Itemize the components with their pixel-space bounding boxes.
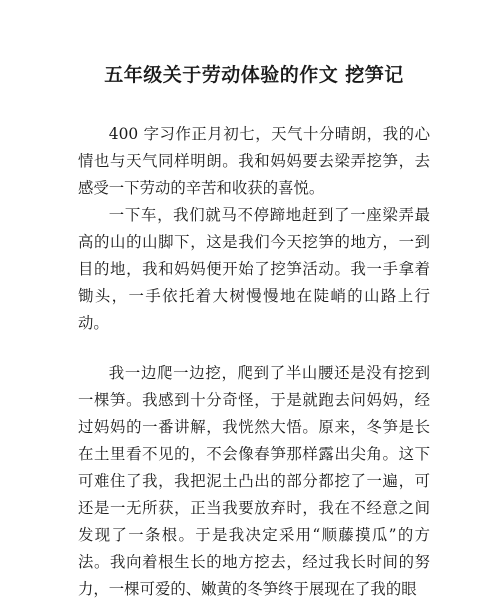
paragraph-3: 我一边爬一边挖，爬到了半山腰还是没有挖到一棵笋。我感到十分奇怪，于是就跑去问妈妈，经过妈妈的一番讲解，我恍然大悟。原来，冬笋是长在土里看不见的，不会像春笋那样露出尖角。这下可难住了我，我把泥土凸出的部分都挖了一遍，可还是一无所获，正当我要放弃时，我在不经意之间发现了一条根。于是我决定采用“顺藤摸瓜”的方法。我向着根生长的地方挖去，经过我长时间的努力，一棵可爱的、嫩黄的冬笋终于展现在了我的眼: [78, 364, 430, 598]
document-body: [78, 121, 430, 603]
paragraph-1: 400 字习作正月初七，天气十分晴朗，我的心情也与天气同样明朗。我和妈妈要去梁弄挖笋，去感受一下劳动的辛苦和收获的喜悦。: [78, 125, 430, 197]
paragraph-2: 一下车，我们就马不停蹄地赶到了一座梁弄最高的山的山脚下，这是我们今天挖笋的地方，一到目的地，我和妈妈便开始了挖笋活动。我一手拿着锄头，一手依托着大树慢慢地在陡峭的山路上行动。: [78, 206, 430, 332]
document-title: 五年级关于劳动体验的作文 挖笋记: [104, 64, 404, 86]
